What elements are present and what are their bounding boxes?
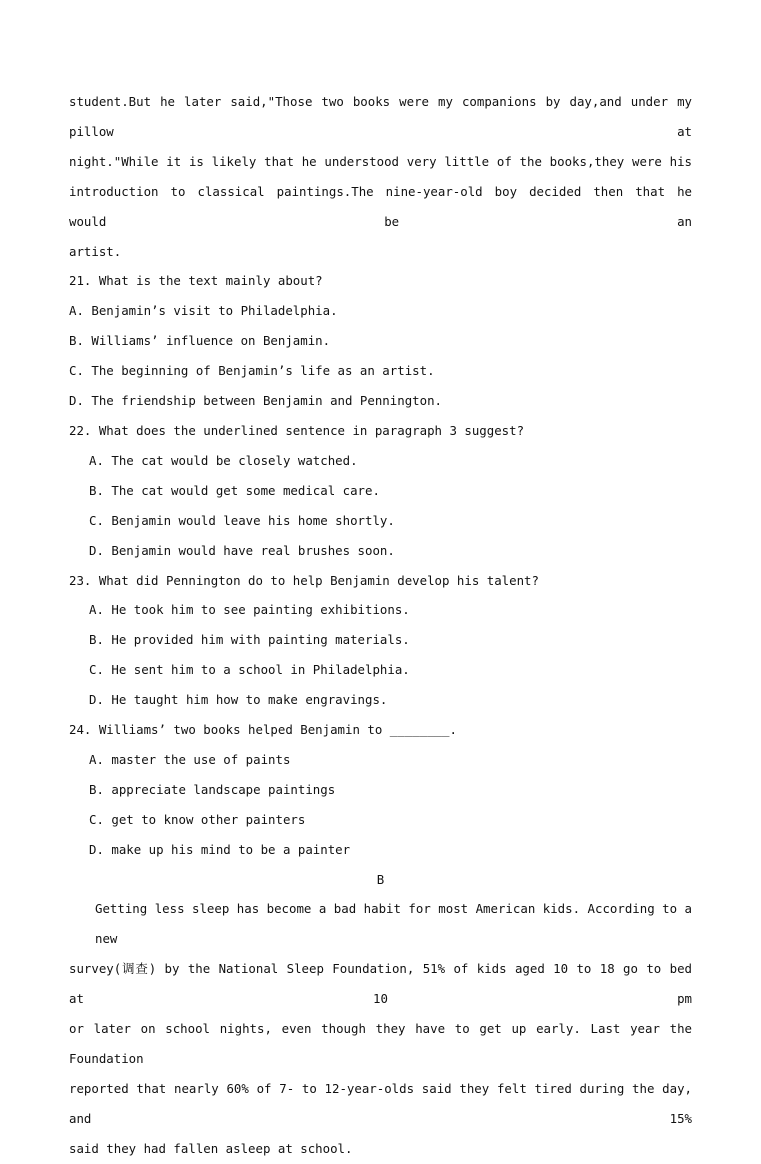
passage-line: said they had fallen asleep at school. [69, 1140, 353, 1156]
passage-line: reported that nearly 60% of 7- to 12-year-olds said they felt tired during the day, and 15% [69, 1080, 692, 1126]
document-page [69, 87, 692, 1164]
question-22 [69, 416, 692, 566]
passage-line: artist. [69, 243, 122, 259]
section-b [69, 865, 692, 1164]
passage-line: survey(调查) by the National Sleep Foundation, 51% of kids aged 10 to 18 go to bed at 10 pm [69, 961, 692, 1007]
question-stem: 23. What did Pennington do to help Benjamin develop his talent? [69, 572, 539, 588]
answer-option: B. appreciate landscape paintings [89, 781, 336, 797]
answer-option: D. make up his mind to be a painter [89, 841, 351, 857]
answer-option: C. The beginning of Benjamin’s life as an artist. [69, 363, 435, 379]
answer-option: C. He sent him to a school in Philadelphia. [89, 662, 410, 678]
answer-option: A. Benjamin’s visit to Philadelphia. [69, 303, 338, 319]
passage-line: introduction to classical paintings.The nine-year-old boy decided then that he would be an [69, 183, 692, 229]
question-23 [69, 566, 692, 716]
answer-option: A. He took him to see painting exhibitions. [89, 602, 410, 618]
question-stem: 22. What does the underlined sentence in paragraph 3 suggest? [69, 422, 525, 438]
answer-option: B. The cat would get some medical care. [89, 482, 380, 498]
answer-option: B. Williams’ influence on Benjamin. [69, 333, 331, 349]
answer-option: A. master the use of paints [89, 751, 291, 767]
question-stem: 24. Williams’ two books helped Benjamin to ________. [69, 722, 457, 738]
question-21 [69, 266, 692, 416]
passage-line: or later on school nights, even though they have to get up early. Last year the Foundation [69, 1021, 692, 1066]
answer-option: B. He provided him with painting materials. [89, 632, 410, 648]
answer-option: A. The cat would be closely watched. [89, 452, 358, 468]
answer-option: D. The friendship between Benjamin and Pennington. [69, 393, 442, 409]
answer-option: C. Benjamin would leave his home shortly. [89, 512, 395, 528]
passage-a-ending [69, 87, 692, 266]
question-stem: 21. What is the text mainly about? [69, 273, 323, 289]
passage-line: night."While it is likely that he understood very little of the books,they were his [69, 153, 692, 169]
answer-option: D. He taught him how to make engravings. [89, 692, 388, 708]
answer-option: D. Benjamin would have real brushes soon. [89, 542, 395, 558]
answer-option: C. get to know other painters [89, 811, 306, 827]
passage-line: student.But he later said,"Those two books were my companions by day,and under my pillow at [69, 94, 692, 139]
question-24 [69, 715, 692, 865]
passage-line: Getting less sleep has become a bad habit for most American kids. According to a new [95, 901, 692, 947]
section-heading: B [376, 871, 385, 887]
